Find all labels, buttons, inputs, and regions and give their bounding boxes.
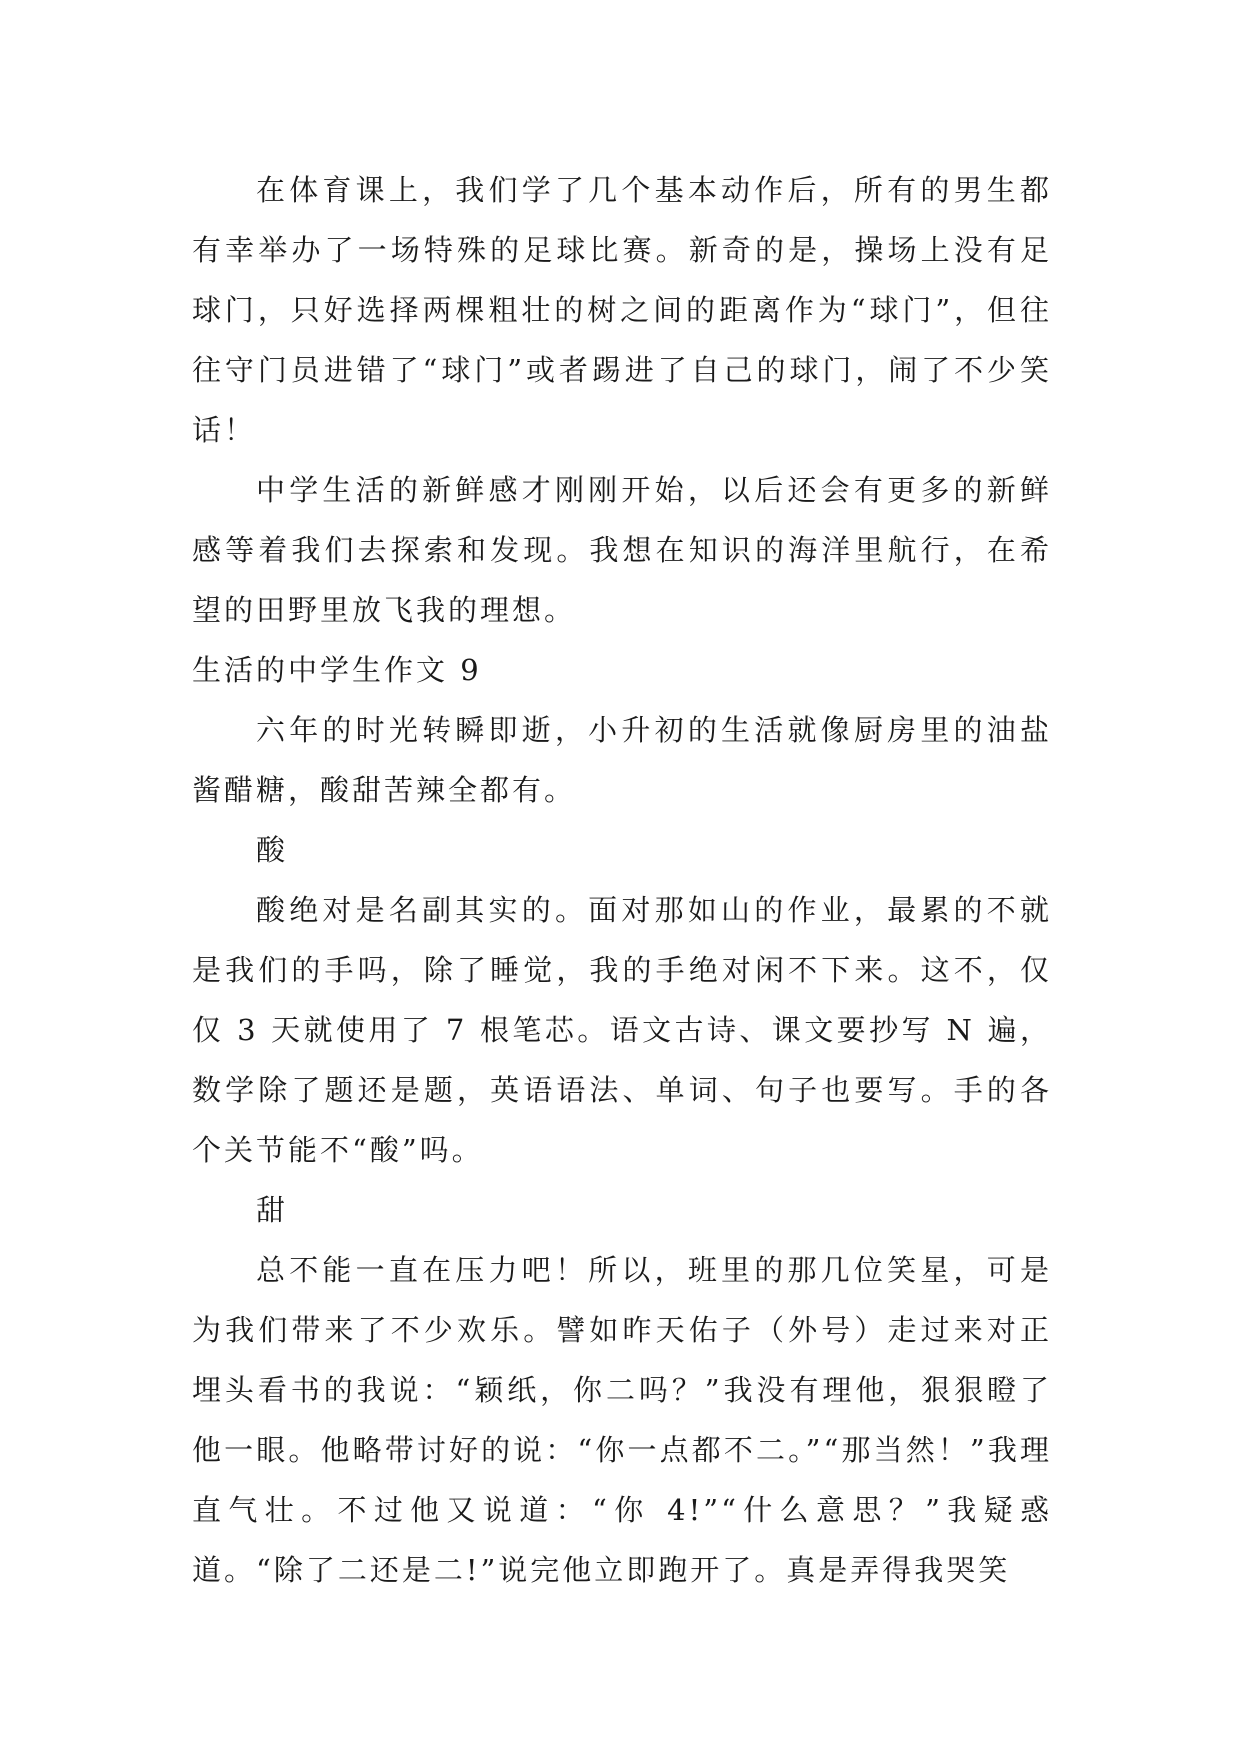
paragraph-sweet: 总不能一直在压力吧！所以，班里的那几位笑星，可是为我们带来了不少欢乐。譬如昨天佑子（外号）走过来对正埋头看书的我说：“颖纸，你二吗？”我没有理他，狠狠瞪了他一眼。他略带讨好的说：“你一点都不二。”“那当然！”我理直气壮。不过他又说道：“你 4!”“什么意思？”我疑惑道。“除了二还是二!”说完他立即跑开了。真是弄得我哭笑 <box>192 1253 1052 1587</box>
paragraph-intro: 六年的时光转瞬即逝，小升初的生活就像厨房里的油盐酱醋糖，酸甜苦辣全都有。 <box>192 713 1052 807</box>
section-heading-sweet: 甜 <box>256 1193 289 1227</box>
paragraph-sour: 酸绝对是名副其实的。面对那如山的作业，最累的不就是我们的手吗，除了睡觉，我的手绝对闲不下来。这不，仅仅 3 天就使用了 7 根笔芯。语文古诗、课文要抄写 N 遍，数学除了题还是题，英语语法、单词、句子也要写。手的各个关节能不“酸”吗。 <box>192 893 1052 1167</box>
section-heading-sour: 酸 <box>256 833 289 867</box>
paragraph-freshness: 中学生活的新鲜感才刚刚开始，以后还会有更多的新鲜感等着我们去探索和发现。我想在知识的海洋里航行，在希望的田野里放飞我的理想。 <box>192 473 1052 627</box>
document-page <box>192 160 1052 1600</box>
paragraph-football: 在体育课上，我们学了几个基本动作后，所有的男生都有幸举办了一场特殊的足球比赛。新奇的是，操场上没有足球门，只好选择两棵粗壮的树之间的距离作为“球门”，但往往守门员进错了“球门”或者踢进了自己的球门，闹了不少笑话！ <box>192 173 1052 447</box>
essay-title: 生活的中学生作文 9 <box>192 653 482 687</box>
